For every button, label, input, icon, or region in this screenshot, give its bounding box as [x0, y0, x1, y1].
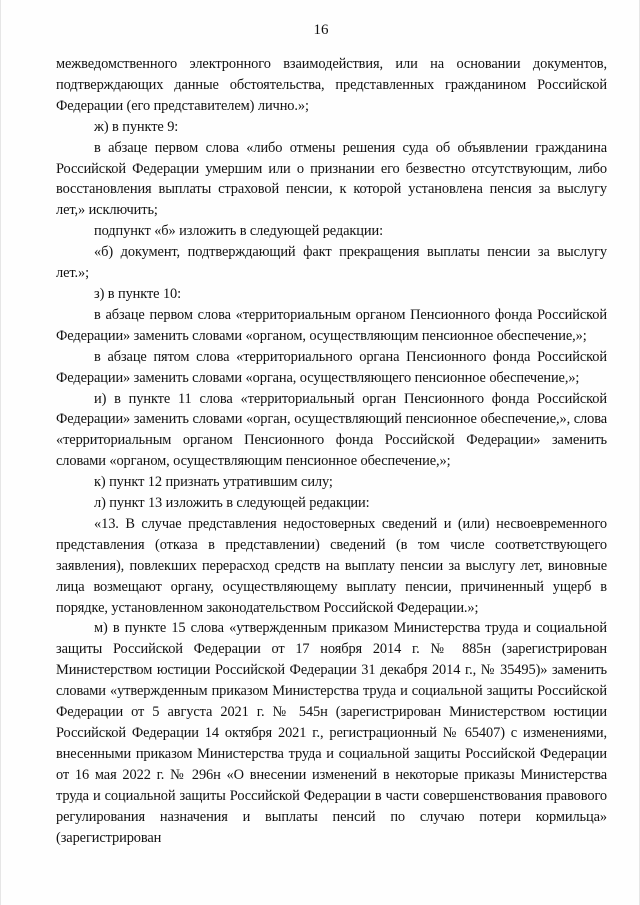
paragraph: и) в пункте 11 слова «территориальный орган Пенсионного фонда Российской Федерации» заменить словами «орган, осуществляющий пенсионное обеспечение,», слова «территориальным органом Пенсионного фонда Российской Федерации» заменить словами «органом, осуществляющим пенсионное обеспечение,»; — [56, 390, 607, 470]
paragraph: в абзаце первом слова «либо отмены решения суда об объявлении гражданина Российской Федерации умершим или о признании его безвестно отсутствующим, либо восстановления выплаты страховой пенсии, к которой установлена пенсия за выслугу лет,» исключить; — [56, 139, 607, 219]
document-body — [56, 54, 607, 848]
paragraph: ж) в пункте 9: — [94, 118, 179, 135]
paragraph: «б) документ, подтверждающий факт прекращения выплаты пенсии за выслугу лет.»; — [56, 244, 607, 282]
paragraph: м) в пункте 15 слова «утвержденным приказом Министерства труда и социальной защиты Российской Федерации от 17 ноября 2014 г. № 885н (зарегистрирован Министерством юстиции Российской Федерации 31 декабря 2014 г., № 35495)» заменить словами «утвержденным приказом Министерства труда и социальной защиты Российской Федерации от 5 августа 2021 г. № 545н (зарегистрирован Министерством юстиции Российской Федерации 14 октября 2021 г., регистрационный № 65407) с изменениями, внесенными приказом Министерства труда и социальной защиты Российской Федерации от 16 мая 2022 г. № 296н «О внесении изменений в некоторые приказы Министерства труда и социальной защиты Российской Федерации в части совершенствования правового регулирования назначения и выплаты пенсий по случаю потери кормильца» (зарегистрирован — [56, 620, 607, 846]
paragraph: межведомственного электронного взаимодействия, или на основании документов, подтверждающих данные обстоятельства, представленных гражданином Российской Федерации (его представителем) лично.»; — [56, 56, 607, 114]
paragraph: подпункт «б» изложить в следующей редакции: — [94, 223, 383, 240]
paragraph: л) пункт 13 изложить в следующей редакции: — [94, 495, 370, 512]
paragraph: з) в пункте 10: — [94, 285, 182, 302]
paragraph: в абзаце первом слова «территориальным органом Пенсионного фонда Российской Федерации» заменить словами «органом, осуществляющим пенсионное обеспечение,»; — [56, 306, 607, 344]
paragraph: «13. В случае представления недостоверных сведений и (или) несвоевременного представления (отказа в представлении) сведений (в том числе соответствующего заявления), повлекших перерасход средств на выплату пенсии за выслугу лет, виновные лица возмещают органу, осуществляющему выплату пенсии, причиненный ущерб в порядке, установленном законодательством Российской Федерации.»; — [56, 515, 607, 616]
page-number: 16 — [313, 22, 329, 38]
paragraph: к) пункт 12 признать утратившим силу; — [94, 474, 333, 491]
paragraph: в абзаце пятом слова «территориального органа Пенсионного фонда Российской Федерации» заменить словами «органа, осуществляющего пенсионное обеспечение,»; — [56, 348, 607, 386]
